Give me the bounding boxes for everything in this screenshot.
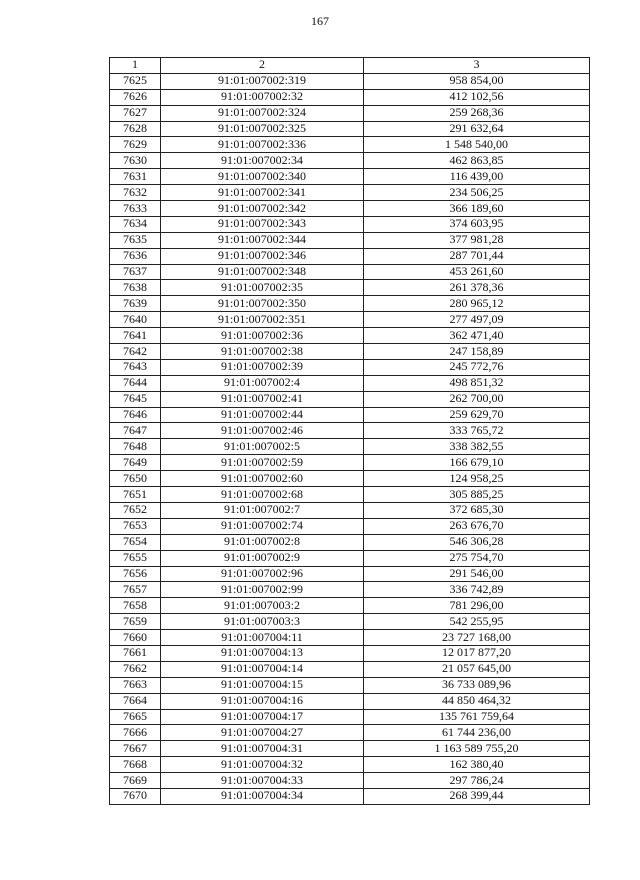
- value-cell: 275 754,70: [364, 550, 590, 566]
- row-number-cell: 7627: [110, 105, 161, 121]
- table-row: [110, 296, 590, 312]
- table-row: [110, 201, 590, 217]
- cadastral-number-cell: 91:01:007002:41: [161, 391, 364, 407]
- value-cell: 12 017 877,20: [364, 645, 590, 661]
- row-number-cell: 7629: [110, 137, 161, 153]
- row-number-cell: 7666: [110, 725, 161, 741]
- cadastral-number-cell: 91:01:007004:15: [161, 677, 364, 693]
- row-number-cell: 7639: [110, 296, 161, 312]
- value-cell: 277 497,09: [364, 312, 590, 328]
- table-row: [110, 423, 590, 439]
- row-number-cell: 7660: [110, 630, 161, 646]
- value-cell: 372 685,30: [364, 502, 590, 518]
- table-row: [110, 185, 590, 201]
- header-cell-1: 1: [110, 58, 161, 74]
- table-row: [110, 534, 590, 550]
- cadastral-number-cell: 91:01:007002:59: [161, 455, 364, 471]
- cadastral-number-cell: 91:01:007002:36: [161, 328, 364, 344]
- value-cell: 259 268,36: [364, 105, 590, 121]
- cadastral-number-cell: 91:01:007002:346: [161, 248, 364, 264]
- table-row: [110, 375, 590, 391]
- row-number-cell: 7628: [110, 121, 161, 137]
- table-row: [110, 391, 590, 407]
- cadastral-number-cell: 91:01:007004:14: [161, 661, 364, 677]
- row-number-cell: 7648: [110, 439, 161, 455]
- cadastral-number-cell: 91:01:007002:39: [161, 359, 364, 375]
- value-cell: 1 163 589 755,20: [364, 741, 590, 757]
- value-cell: 377 981,28: [364, 232, 590, 248]
- table-row: [110, 153, 590, 169]
- table-row: [110, 518, 590, 534]
- row-number-cell: 7645: [110, 391, 161, 407]
- value-cell: 280 965,12: [364, 296, 590, 312]
- cadastral-number-cell: 91:01:007002:324: [161, 105, 364, 121]
- value-cell: 958 854,00: [364, 73, 590, 89]
- row-number-cell: 7664: [110, 693, 161, 709]
- value-cell: 166 679,10: [364, 455, 590, 471]
- cadastral-number-cell: 91:01:007002:46: [161, 423, 364, 439]
- row-number-cell: 7658: [110, 598, 161, 614]
- cadastral-number-cell: 91:01:007002:344: [161, 232, 364, 248]
- cadastral-number-cell: 91:01:007002:325: [161, 121, 364, 137]
- row-number-cell: 7647: [110, 423, 161, 439]
- table-row: [110, 216, 590, 232]
- table-row: [110, 105, 590, 121]
- value-cell: 247 158,89: [364, 344, 590, 360]
- cadastral-number-cell: 91:01:007002:34: [161, 153, 364, 169]
- value-cell: 291 546,00: [364, 566, 590, 582]
- cadastral-number-cell: 91:01:007002:340: [161, 169, 364, 185]
- row-number-cell: 7646: [110, 407, 161, 423]
- cadastral-number-cell: 91:01:007002:341: [161, 185, 364, 201]
- row-number-cell: 7630: [110, 153, 161, 169]
- cadastral-number-cell: 91:01:007002:7: [161, 502, 364, 518]
- row-number-cell: 7637: [110, 264, 161, 280]
- table-row: [110, 757, 590, 773]
- cadastral-number-cell: 91:01:007002:35: [161, 280, 364, 296]
- table-row: [110, 248, 590, 264]
- cadastral-number-cell: 91:01:007002:348: [161, 264, 364, 280]
- value-cell: 124 958,25: [364, 471, 590, 487]
- row-number-cell: 7626: [110, 89, 161, 105]
- table-row: [110, 598, 590, 614]
- registry-table: [109, 57, 590, 805]
- row-number-cell: 7652: [110, 502, 161, 518]
- cadastral-number-cell: 91:01:007004:32: [161, 757, 364, 773]
- table-row: [110, 630, 590, 646]
- table-row: [110, 407, 590, 423]
- row-number-cell: 7670: [110, 788, 161, 804]
- table-row: [110, 709, 590, 725]
- header-cell-2: 2: [161, 58, 364, 74]
- cadastral-number-cell: 91:01:007002:350: [161, 296, 364, 312]
- value-cell: 336 742,89: [364, 582, 590, 598]
- cadastral-number-cell: 91:01:007002:96: [161, 566, 364, 582]
- value-cell: 498 851,32: [364, 375, 590, 391]
- value-cell: 234 506,25: [364, 185, 590, 201]
- table-row: [110, 741, 590, 757]
- value-cell: 412 102,56: [364, 89, 590, 105]
- value-cell: 259 629,70: [364, 407, 590, 423]
- row-number-cell: 7665: [110, 709, 161, 725]
- value-cell: 268 399,44: [364, 788, 590, 804]
- row-number-cell: 7656: [110, 566, 161, 582]
- table-row: [110, 550, 590, 566]
- header-cell-3: 3: [364, 58, 590, 74]
- row-number-cell: 7653: [110, 518, 161, 534]
- cadastral-number-cell: 91:01:007002:68: [161, 487, 364, 503]
- row-number-cell: 7668: [110, 757, 161, 773]
- value-cell: 116 439,00: [364, 169, 590, 185]
- table-row: [110, 614, 590, 630]
- table-row: [110, 232, 590, 248]
- table-header: [110, 58, 590, 74]
- value-cell: 453 261,60: [364, 264, 590, 280]
- row-number-cell: 7625: [110, 73, 161, 89]
- value-cell: 1 548 540,00: [364, 137, 590, 153]
- table-row: [110, 725, 590, 741]
- value-cell: 21 057 645,00: [364, 661, 590, 677]
- cadastral-number-cell: 91:01:007004:34: [161, 788, 364, 804]
- cadastral-number-cell: 91:01:007003:3: [161, 614, 364, 630]
- row-number-cell: 7663: [110, 677, 161, 693]
- table-row: [110, 73, 590, 89]
- row-number-cell: 7638: [110, 280, 161, 296]
- table-row: [110, 693, 590, 709]
- value-cell: 287 701,44: [364, 248, 590, 264]
- row-number-cell: 7642: [110, 344, 161, 360]
- row-number-cell: 7649: [110, 455, 161, 471]
- value-cell: 263 676,70: [364, 518, 590, 534]
- cadastral-number-cell: 91:01:007004:11: [161, 630, 364, 646]
- cadastral-number-cell: 91:01:007004:33: [161, 773, 364, 789]
- page-number: 167: [311, 14, 329, 28]
- value-cell: 338 382,55: [364, 439, 590, 455]
- row-number-cell: 7640: [110, 312, 161, 328]
- row-number-cell: 7659: [110, 614, 161, 630]
- value-cell: 135 761 759,64: [364, 709, 590, 725]
- table-row: [110, 89, 590, 105]
- value-cell: 781 296,00: [364, 598, 590, 614]
- cadastral-number-cell: 91:01:007002:4: [161, 375, 364, 391]
- row-number-cell: 7650: [110, 471, 161, 487]
- row-number-cell: 7662: [110, 661, 161, 677]
- header-row: [110, 58, 590, 74]
- value-cell: 546 306,28: [364, 534, 590, 550]
- row-number-cell: 7644: [110, 375, 161, 391]
- table-row: [110, 645, 590, 661]
- row-number-cell: 7651: [110, 487, 161, 503]
- value-cell: 261 378,36: [364, 280, 590, 296]
- cadastral-number-cell: 91:01:007002:319: [161, 73, 364, 89]
- table-row: [110, 788, 590, 804]
- row-number-cell: 7669: [110, 773, 161, 789]
- row-number-cell: 7631: [110, 169, 161, 185]
- cadastral-number-cell: 91:01:007002:8: [161, 534, 364, 550]
- cadastral-number-cell: 91:01:007002:32: [161, 89, 364, 105]
- value-cell: 36 733 089,96: [364, 677, 590, 693]
- row-number-cell: 7661: [110, 645, 161, 661]
- value-cell: 542 255,95: [364, 614, 590, 630]
- row-number-cell: 7643: [110, 359, 161, 375]
- cadastral-number-cell: 91:01:007002:351: [161, 312, 364, 328]
- table-row: [110, 661, 590, 677]
- table-row: [110, 344, 590, 360]
- table-row: [110, 280, 590, 296]
- value-cell: 23 727 168,00: [364, 630, 590, 646]
- table-body: [110, 73, 590, 804]
- table-row: [110, 582, 590, 598]
- value-cell: 162 380,40: [364, 757, 590, 773]
- row-number-cell: 7632: [110, 185, 161, 201]
- value-cell: 462 863,85: [364, 153, 590, 169]
- table-row: [110, 264, 590, 280]
- cadastral-number-cell: 91:01:007002:343: [161, 216, 364, 232]
- table-row: [110, 773, 590, 789]
- row-number-cell: 7634: [110, 216, 161, 232]
- row-number-cell: 7633: [110, 201, 161, 217]
- table-row: [110, 328, 590, 344]
- row-number-cell: 7667: [110, 741, 161, 757]
- row-number-cell: 7655: [110, 550, 161, 566]
- value-cell: 362 471,40: [364, 328, 590, 344]
- row-number-cell: 7654: [110, 534, 161, 550]
- value-cell: 262 700,00: [364, 391, 590, 407]
- row-number-cell: 7635: [110, 232, 161, 248]
- cadastral-number-cell: 91:01:007002:99: [161, 582, 364, 598]
- value-cell: 297 786,24: [364, 773, 590, 789]
- value-cell: 305 885,25: [364, 487, 590, 503]
- cadastral-number-cell: 91:01:007004:13: [161, 645, 364, 661]
- table-row: [110, 566, 590, 582]
- table-row: [110, 502, 590, 518]
- row-number-cell: 7657: [110, 582, 161, 598]
- table-row: [110, 677, 590, 693]
- cadastral-number-cell: 91:01:007004:16: [161, 693, 364, 709]
- table-row: [110, 471, 590, 487]
- value-cell: 333 765,72: [364, 423, 590, 439]
- table-row: [110, 312, 590, 328]
- table-row: [110, 137, 590, 153]
- table-row: [110, 439, 590, 455]
- value-cell: 245 772,76: [364, 359, 590, 375]
- cadastral-number-cell: 91:01:007002:44: [161, 407, 364, 423]
- table-row: [110, 169, 590, 185]
- row-number-cell: 7641: [110, 328, 161, 344]
- cadastral-number-cell: 91:01:007002:74: [161, 518, 364, 534]
- value-cell: 291 632,64: [364, 121, 590, 137]
- cadastral-number-cell: 91:01:007002:60: [161, 471, 364, 487]
- cadastral-number-cell: 91:01:007002:9: [161, 550, 364, 566]
- cadastral-number-cell: 91:01:007004:17: [161, 709, 364, 725]
- table-row: [110, 121, 590, 137]
- table-row: [110, 455, 590, 471]
- cadastral-number-cell: 91:01:007003:2: [161, 598, 364, 614]
- cadastral-number-cell: 91:01:007002:342: [161, 201, 364, 217]
- cadastral-number-cell: 91:01:007004:27: [161, 725, 364, 741]
- table-row: [110, 487, 590, 503]
- table-row: [110, 359, 590, 375]
- value-cell: 61 744 236,00: [364, 725, 590, 741]
- cadastral-number-cell: 91:01:007004:31: [161, 741, 364, 757]
- value-cell: 44 850 464,32: [364, 693, 590, 709]
- value-cell: 374 603,95: [364, 216, 590, 232]
- cadastral-number-cell: 91:01:007002:5: [161, 439, 364, 455]
- cadastral-number-cell: 91:01:007002:38: [161, 344, 364, 360]
- row-number-cell: 7636: [110, 248, 161, 264]
- value-cell: 366 189,60: [364, 201, 590, 217]
- cadastral-number-cell: 91:01:007002:336: [161, 137, 364, 153]
